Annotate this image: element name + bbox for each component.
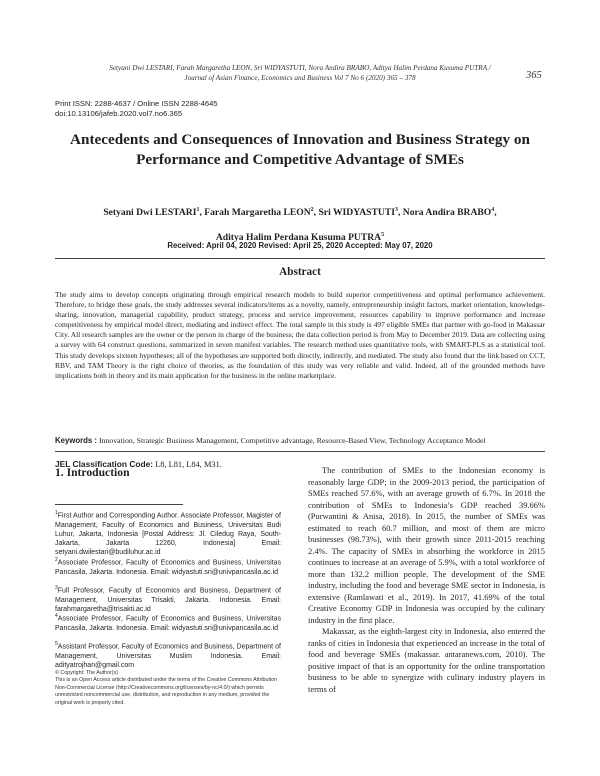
doi-line: doi:10.13106/jafeb.2020.vol7.no6.365 xyxy=(55,109,183,119)
author-affiliation-mark: 4 xyxy=(491,207,495,213)
license-text: This is an Open Access article distributed under the terms of the Creative Commons Attribution Non-Commercial License (http://Creativecommons.org/licenses/by-nc/4.0/) which permits unrestricted noncommercial use, distribution, and reproduction in any medium, provided the original work is properly cited. xyxy=(55,677,277,706)
paper-title-line-2: Performance and Competitive Advantage of SMEs xyxy=(136,151,464,168)
author-name: Nora Andira BRABO xyxy=(402,207,492,219)
footnote xyxy=(55,509,281,557)
footnote-mark: 2 xyxy=(55,557,58,563)
section-heading-introduction: 1. Introduction xyxy=(55,466,130,479)
author-name: Sri WIDYASTUTI xyxy=(318,207,395,219)
issn-block xyxy=(55,99,218,119)
running-header-journal: Journal of Asian Finance, Economics and Business Vol 7 No 6 (2020) 365 – 378 xyxy=(184,74,416,82)
footnote-mark: 5 xyxy=(55,641,58,647)
author-affiliation-mark: 2 xyxy=(310,207,314,213)
keywords xyxy=(55,436,545,445)
keywords-text: Innovation, Strategic Business Management, Competitive advantage, Resource-Based View, Technology Acceptance Model xyxy=(97,436,486,445)
running-header xyxy=(70,63,530,83)
author-separator: , xyxy=(494,207,497,219)
footnote xyxy=(55,612,281,633)
body-text-column xyxy=(308,465,545,695)
body-paragraph-1: The contribution of SMEs to the Indonesian economy is reasonably large GDP; in the 2009-2013 period, the participation of SMEs reached 57.6%, with an average growth of 6.7%. In 2018 the contribution of SMEs to Indonesia’s GDP reached 39.66% (Purwantini & Anisa, 2018). In 2015, the number of SMEs was estimated to reach 60.7 million, and most of them are micro businesses (98.73%), with their growth since 2011-2015 reaching 2.4%. The capacity of SMEs in absorbing the workforce in 2015 continues to increase at an average of 5.9%, with a total workforce of more than 132.2 million people. The development of the SME industry, including the food and beverage SME sector in Indonesia, is extensive (Ramlawati et al., 2019). In 2017, 41.69% of the total Creative Economy GDP in Indonesia was occupied by the culinary industry in the first place. xyxy=(308,465,545,625)
abstract-heading: Abstract xyxy=(279,266,321,278)
copyright-notice xyxy=(55,670,281,707)
submission-dates: Received: April 04, 2020 Revised: April 25, 2020 Accepted: May 07, 2020 xyxy=(167,241,433,250)
author-separator: , xyxy=(199,207,205,219)
body-paragraph-2: Makassar, as the eighth-largest city in Indonesia, also entered the ranks of cities in Indonesia that experienced an increase in the total of food and beverage SMEs (makassar. antaranews.com, 2010). The positive impact of that is an opportunity for the online transportation business to be able to synergize with culinary industry players in terms of xyxy=(308,626,545,694)
footnote-text: Associate Professor, Faculty of Economics and Business, Universitas Pancasila, Jakarta. Indonesia. Email: widyastuti.sri@univpancasila.ac.id xyxy=(55,615,281,632)
issn-line: Print ISSN: 2288-4637 / Online ISSN 2288-4645 xyxy=(55,99,218,108)
paper-title-line-1: Antecedents and Consequences of Innovation and Business Strategy on xyxy=(70,131,530,148)
footnote-text: First Author and Corresponding Author. Associate Professor, Magister of Management, Faculty of Economics and Business, Universitas Budi Luhur, Jakarta, Indonesia [Postal Address: Jl. Ciledug Raya, South-Jakarta, Jakarta 12260, Indonesia] Email: setyani.dwilestari@budiluhur.ac.id xyxy=(55,512,281,557)
author-name: Setyani Dwi LESTARI xyxy=(103,207,197,219)
footnote-mark: 3 xyxy=(55,585,58,591)
paper-title xyxy=(55,130,545,170)
jel-label: JEL Classification Code: xyxy=(55,459,154,469)
divider xyxy=(55,258,545,259)
page-number: 365 xyxy=(526,70,542,81)
running-header-authors: Setyani Dwi LESTARI, Farah Margaretha LEON, Sri WIDYASTUTI, Nora Andira BRABO, Aditya Halim Perdana Kusuma PUTRA / xyxy=(109,64,491,72)
author-separator: , xyxy=(313,207,319,219)
divider xyxy=(55,451,545,452)
footnote-divider xyxy=(55,504,183,505)
abstract-text: The study aims to develop concepts originating through empirical research models to build superior competitiveness and optimal performance achievement. Therefore, to bridge these goals, the study addresses several indicators/items as a novelty, namely, entrepreneurship insight factors, market orientation, knowledge-sharing, innovation, managerial capability, product strategy, process and service improvement, resources capability to improve performance and increase competitiveness by empirical model direct, mediating and indirect effect. The total sample in this study is 497 eligible SMEs that partner with go-food in Makassar City. All research samples are the owner or the person in charge of the business; the data collection period is from May to December 2019. Data are collecting using a survey with 64 construct questions, summarized in seven manifest variables. The research method uses quantitative tools, with SMART-PLS as a statistical tool. This study develops sixteen hypotheses; all of the hypotheses are supported both directly, indirectly, and mediated. The study also found that the link based on CCT, RBV, and TAM Theory is the right choice of theories, as the foundation of this study was very reliable and valid. Indeed, all of the grounded methods have implications both in theory and its main application for the business in the online marketplace. xyxy=(55,290,545,380)
footnote-text: Associate Professor, Faculty of Economics and Business, Universitas Pancasila, Jakarta. Indonesia. Email: widyastuti.sri@univpancasila.ac.id xyxy=(55,559,281,576)
author-affiliation-mark: 5 xyxy=(381,232,385,239)
author-affiliation-mark: 3 xyxy=(394,207,398,213)
author-line-1 xyxy=(55,199,545,224)
footnote xyxy=(55,556,281,577)
keywords-label: Keywords : xyxy=(55,436,98,445)
footnote-mark: 1 xyxy=(55,510,58,516)
footnote-mark: 4 xyxy=(55,613,58,619)
footnote xyxy=(55,640,281,670)
footnote-text: Full Professor, Faculty of Economics and Business, Department of Management, Universitas Trisakti, Jakarta. Indonesia. Email: farahmargaretha@trisakti.ac.id xyxy=(55,587,281,613)
footnote xyxy=(55,584,281,614)
jel-codes: L8, L81, L84, M31. xyxy=(153,460,222,469)
author-affiliation-mark: 1 xyxy=(196,207,200,213)
author-separator: , xyxy=(397,207,403,219)
copyright-line: © Copyright: The Author(s) xyxy=(55,670,118,676)
author-name: Farah Margaretha LEON xyxy=(204,207,311,219)
author-name: Aditya Halim Perdana Kusuma PUTRA xyxy=(215,232,382,244)
footnote-text: Assistant Professor, Faculty of Economics and Business, Department of Management, Universitas Muslim Indonesia. Email: adityatrojhan@gmail.com xyxy=(55,643,281,669)
